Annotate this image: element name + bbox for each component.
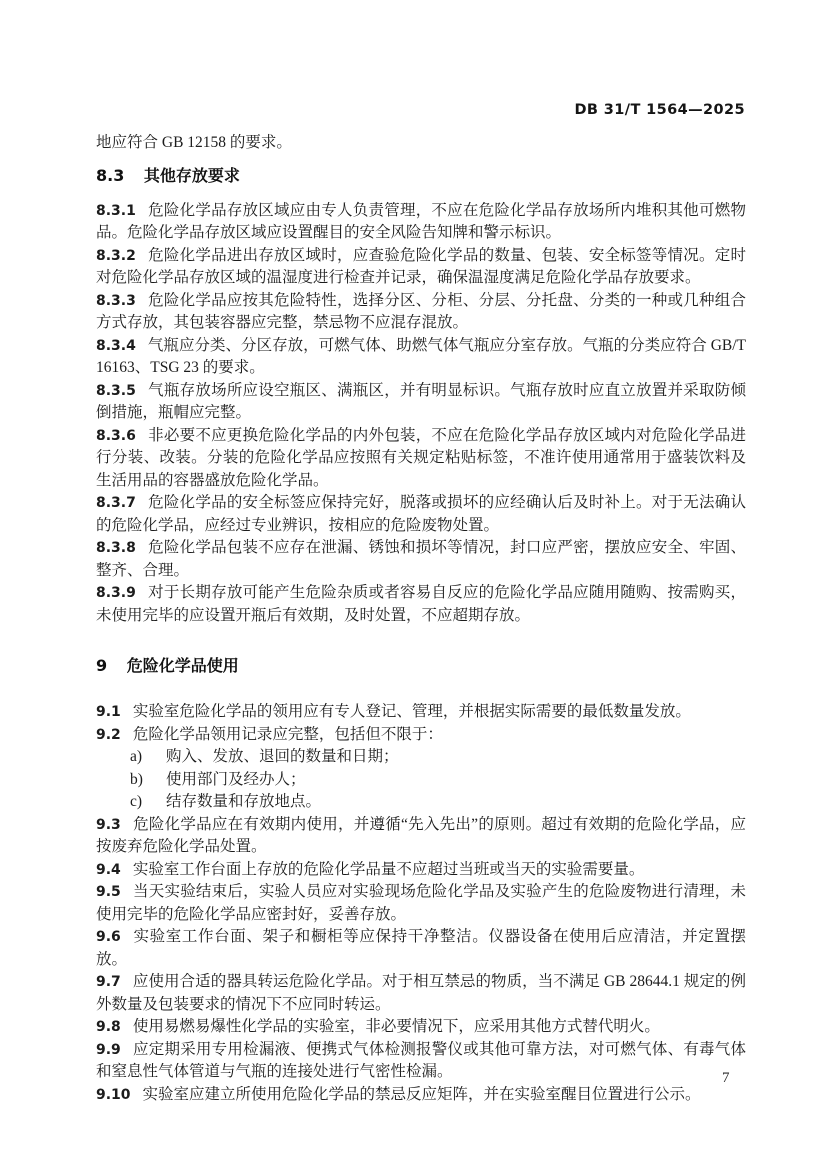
list-item-c <box>96 791 746 814</box>
document-code: DB 31/T 1564—2025 <box>574 102 745 118</box>
clause-text: 对于长期存放可能产生危险杂质或者容易自反应的危险化学品应随用随购、按需购买，未使用完毕的应设置开瓶后有效期，及时处置，不应超期存放。 <box>96 584 746 624</box>
clause-number: 8.3.7 <box>96 495 136 511</box>
clause-text: 实验室危险化学品的领用应有专人登记、管理，并根据实际需要的最低数量发放。 <box>132 703 691 720</box>
clause-number: 9.4 <box>96 861 121 878</box>
clause-8-3-6 <box>96 425 746 493</box>
list-label: b) <box>130 770 143 788</box>
clause-text: 实验室工作台面上存放的危险化学品量不应超过当班或当天的实验需要量。 <box>132 860 645 878</box>
clause-8-3-7 <box>96 492 746 537</box>
list-item-a <box>96 746 746 769</box>
clause-text: 危险化学品存放区域应由专人负责管理，不应在危险化学品存放场所内堆积其他可燃物品。危险化学品存放区域应设置醒目的安全风险告知牌和警示标识。 <box>96 201 746 241</box>
list-text: 购入、发放、退回的数量和日期； <box>166 748 399 765</box>
section-number: 8.3 <box>96 165 125 185</box>
clause-number: 9.1 <box>96 704 121 720</box>
section-heading-8-3 <box>96 165 746 187</box>
clause-text: 危险化学品的安全标签应保持完好，脱落或损坏的应经确认后及时补上。对于无法确认的危险化学品，应经过专业辨识，按相应的危险废物处置。 <box>96 494 746 534</box>
clause-9-1 <box>96 701 746 724</box>
list-label: a) <box>130 748 143 765</box>
clause-8-3-2 <box>96 245 746 290</box>
clause-9-2 <box>96 724 746 747</box>
clause-9-4 <box>96 859 746 882</box>
clause-9-9 <box>96 1039 746 1084</box>
clause-number: 8.3.4 <box>96 337 136 354</box>
list-label: c) <box>130 793 143 810</box>
page-content <box>96 132 746 1106</box>
clause-text: 危险化学品应按其危险特性，选择分区、分柜、分层、分托盘、分类的一种或几种组合方式存放，其包装容器应完整，禁忌物不应混存混放。 <box>96 291 746 331</box>
clause-text: 应使用合适的器具转运危险化学品。对于相互禁忌的物质，当不满足 GB 28644.1 规定的例外数量及包装要求的情况下不应同时转运。 <box>96 973 746 1013</box>
page-number: 7 <box>722 1070 730 1086</box>
clause-text: 当天实验结束后，实验人员应对实验现场危险化学品及实验产生的危险废物进行清理，未使用完毕的危险化学品应密封好，妥善存放。 <box>96 883 746 923</box>
clause-text: 使用易燃易爆性化学品的实验室，非必要情况下，应采用其他方式替代明火。 <box>132 1018 660 1035</box>
clause-number: 8.3.9 <box>96 585 136 601</box>
clause-8-3-1 <box>96 200 746 245</box>
clause-text: 危险化学品进出存放区域时，应查验危险化学品的数量、包装、安全标签等情况。定时对危险化学品存放区域的温湿度进行检查并记录，确保温湿度满足危险化学品存放要求。 <box>96 246 746 286</box>
clause-number: 9.10 <box>96 1086 131 1103</box>
list-item-b <box>96 769 746 792</box>
clause-number: 9.6 <box>96 929 121 945</box>
clause-number: 8.3.8 <box>96 540 136 556</box>
clause-number: 9.3 <box>96 816 121 833</box>
clause-8-3-8 <box>96 537 746 582</box>
clause-text: 危险化学品应在有效期内使用，并遵循“先入先出”的原则。超过有效期的危险化学品，应按废弃危险化学品处置。 <box>96 815 746 855</box>
continuation-paragraph: 地应符合 GB 12158 的要求。 <box>96 134 292 151</box>
clause-text: 危险化学品包装不应存在泄漏、锈蚀和损坏等情况，封口应严密，摆放应安全、牢固、整齐、合理。 <box>96 539 746 579</box>
clause-text: 应定期采用专用检漏液、便携式气体检测报警仪或其他可靠方法，对可燃气体、有毒气体和窒息性气体管道与气瓶的连接处进行气密性检漏。 <box>96 1040 746 1080</box>
clause-text: 气瓶应分类、分区存放，可燃气体、助燃气体气瓶应分室存放。气瓶的分类应符合 GB/T 16163、TSG 23 的要求。 <box>96 336 746 376</box>
clause-number: 9.7 <box>96 974 121 990</box>
clause-9-3 <box>96 814 746 859</box>
list-text: 结存数量和存放地点。 <box>166 793 322 810</box>
section-title: 危险化学品使用 <box>126 656 239 675</box>
clause-9-5 <box>96 881 746 926</box>
clause-number: 9.9 <box>96 1041 121 1058</box>
clause-number: 9.2 <box>96 726 121 743</box>
list-text: 使用部门及经办人； <box>166 770 306 788</box>
clause-8-3-3 <box>96 290 746 335</box>
clause-number: 8.3.5 <box>96 382 136 399</box>
clause-number: 8.3.1 <box>96 202 136 219</box>
clause-number: 8.3.2 <box>96 247 136 264</box>
clause-text: 实验室工作台面、架子和橱柜等应保持干净整洁。仪器设备在使用后应清洁，并定置摆放。 <box>96 928 746 968</box>
clause-number: 8.3.3 <box>96 292 136 309</box>
clause-9-10 <box>96 1084 746 1107</box>
clause-number: 9.8 <box>96 1019 121 1035</box>
section-number: 9 <box>96 656 108 675</box>
clause-text: 危险化学品领用记录应完整，包括但不限于： <box>132 725 443 743</box>
clause-8-3-5 <box>96 380 746 425</box>
clause-number: 9.5 <box>96 884 121 900</box>
clause-text: 实验室应建立所使用危险化学品的禁忌反应矩阵，并在实验室醒目位置进行公示。 <box>142 1085 701 1103</box>
clause-8-3-4 <box>96 335 746 380</box>
clause-text: 气瓶存放场所应设空瓶区、满瓶区，并有明显标识。气瓶存放时应直立放置并采取防倾倒措施，瓶帽应完整。 <box>96 381 746 421</box>
clause-number: 8.3.6 <box>96 427 136 444</box>
clause-text: 非必要不应更换危险化学品的内外包装，不应在危险化学品存放区域内对危险化学品进行分装、改装。分装的危险化学品应按照有关规定粘贴标签，不准许使用通常用于盛装饮料及生活用品的容器盛放危险化学品。 <box>96 426 746 489</box>
clause-8-3-9 <box>96 582 746 627</box>
clause-9-6 <box>96 926 746 971</box>
clause-9-8 <box>96 1016 746 1039</box>
section-heading-9 <box>96 655 746 677</box>
clause-9-7 <box>96 971 746 1016</box>
section-title: 其他存放要求 <box>143 165 240 185</box>
